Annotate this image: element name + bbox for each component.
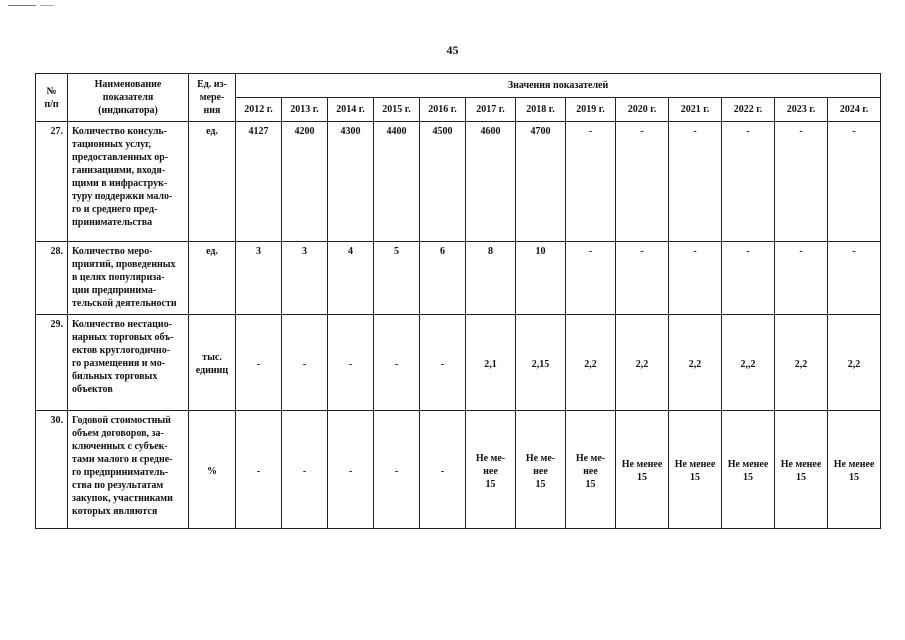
value-cell: 4127 xyxy=(236,122,282,242)
value-cell: 2,15 xyxy=(516,315,566,411)
table-row xyxy=(36,242,881,315)
table-row xyxy=(36,411,881,529)
scan-mark xyxy=(8,5,36,6)
value-cell: - xyxy=(374,411,420,529)
value-cell: 5 xyxy=(374,242,420,315)
header-year: 2024 г. xyxy=(828,98,881,122)
unit-cell: % xyxy=(189,411,236,529)
value-cell: - xyxy=(420,315,466,411)
scan-mark xyxy=(40,5,54,6)
value-cell: Не менее 15 xyxy=(828,411,881,529)
value-cell: 4 xyxy=(328,242,374,315)
indicator-name: Количество консуль- тационных услуг, предоставленных ор- ганизациями, входя- щими в инфраструк- туру поддержки мало- го и среднего пред- принимательства xyxy=(68,122,189,242)
value-cell: - xyxy=(420,411,466,529)
value-cell: Не менее 15 xyxy=(722,411,775,529)
unit-cell: тыс. единиц xyxy=(189,315,236,411)
value-cell: - xyxy=(775,242,828,315)
header-year: 2014 г. xyxy=(328,98,374,122)
value-cell: - xyxy=(566,122,616,242)
value-cell: - xyxy=(616,242,669,315)
header-year: 2012 г. xyxy=(236,98,282,122)
value-cell: Не ме- нее 15 xyxy=(516,411,566,529)
value-cell: 2,2 xyxy=(775,315,828,411)
value-cell: 2,2 xyxy=(828,315,881,411)
header-values-group: Значения показателей xyxy=(236,74,881,98)
value-cell: - xyxy=(374,315,420,411)
header-num: № п/п xyxy=(36,74,68,122)
value-cell: - xyxy=(722,242,775,315)
indicator-name: Годовой стоимостный объем договоров, за- ключенных с субъек- тами малого и средне- го предприниматель- ства по результатам закупок, участниками которых являются xyxy=(68,411,189,529)
value-cell: - xyxy=(775,122,828,242)
value-cell: 2,1 xyxy=(466,315,516,411)
value-cell: 4400 xyxy=(374,122,420,242)
value-cell: 4600 xyxy=(466,122,516,242)
value-cell: 2,2 xyxy=(566,315,616,411)
page-number: 45 xyxy=(446,43,459,57)
header-year: 2021 г. xyxy=(669,98,722,122)
value-cell: 10 xyxy=(516,242,566,315)
indicators-table xyxy=(35,73,881,529)
value-cell: 6 xyxy=(420,242,466,315)
value-cell: - xyxy=(669,122,722,242)
header-year: 2017 г. xyxy=(466,98,516,122)
value-cell: 2,2 xyxy=(669,315,722,411)
header-year: 2022 г. xyxy=(722,98,775,122)
value-cell: 3 xyxy=(236,242,282,315)
header-unit: Ед. из- мере- ния xyxy=(189,74,236,122)
value-cell: 4500 xyxy=(420,122,466,242)
row-number: 27. xyxy=(36,122,68,242)
header-name: Наименование показателя (индикатора) xyxy=(68,74,189,122)
value-cell: 2,,2 xyxy=(722,315,775,411)
value-cell: - xyxy=(828,242,881,315)
value-cell: - xyxy=(282,411,328,529)
header-year: 2013 г. xyxy=(282,98,328,122)
header-year: 2019 г. xyxy=(566,98,616,122)
header-year: 2015 г. xyxy=(374,98,420,122)
row-number: 28. xyxy=(36,242,68,315)
value-cell: 4200 xyxy=(282,122,328,242)
value-cell: - xyxy=(616,122,669,242)
value-cell: - xyxy=(566,242,616,315)
table-row xyxy=(36,122,881,242)
value-cell: Не менее 15 xyxy=(669,411,722,529)
value-cell: - xyxy=(236,411,282,529)
header-year: 2023 г. xyxy=(775,98,828,122)
value-cell: - xyxy=(722,122,775,242)
value-cell: 4700 xyxy=(516,122,566,242)
indicator-name: Количество нестацио- нарных торговых объ- ектов круглогодично- го размещения и мо- бильных торговых объектов xyxy=(68,315,189,411)
value-cell: Не ме- нее 15 xyxy=(466,411,516,529)
value-cell: 3 xyxy=(282,242,328,315)
value-cell: Не менее 15 xyxy=(775,411,828,529)
value-cell: - xyxy=(669,242,722,315)
table-row xyxy=(36,315,881,411)
unit-cell: ед. xyxy=(189,242,236,315)
value-cell: - xyxy=(282,315,328,411)
header-year: 2020 г. xyxy=(616,98,669,122)
value-cell: Не менее 15 xyxy=(616,411,669,529)
row-number: 29. xyxy=(36,315,68,411)
value-cell: - xyxy=(236,315,282,411)
value-cell: - xyxy=(828,122,881,242)
value-cell: 2,2 xyxy=(616,315,669,411)
value-cell: 8 xyxy=(466,242,516,315)
value-cell: Не ме- нее 15 xyxy=(566,411,616,529)
header-year: 2018 г. xyxy=(516,98,566,122)
value-cell: - xyxy=(328,411,374,529)
header-year: 2016 г. xyxy=(420,98,466,122)
row-number: 30. xyxy=(36,411,68,529)
value-cell: - xyxy=(328,315,374,411)
indicator-name: Количество меро- приятий, проведенных в целях популяриза- ции предпринима- тельской деятельности xyxy=(68,242,189,315)
value-cell: 4300 xyxy=(328,122,374,242)
unit-cell: ед. xyxy=(189,122,236,242)
